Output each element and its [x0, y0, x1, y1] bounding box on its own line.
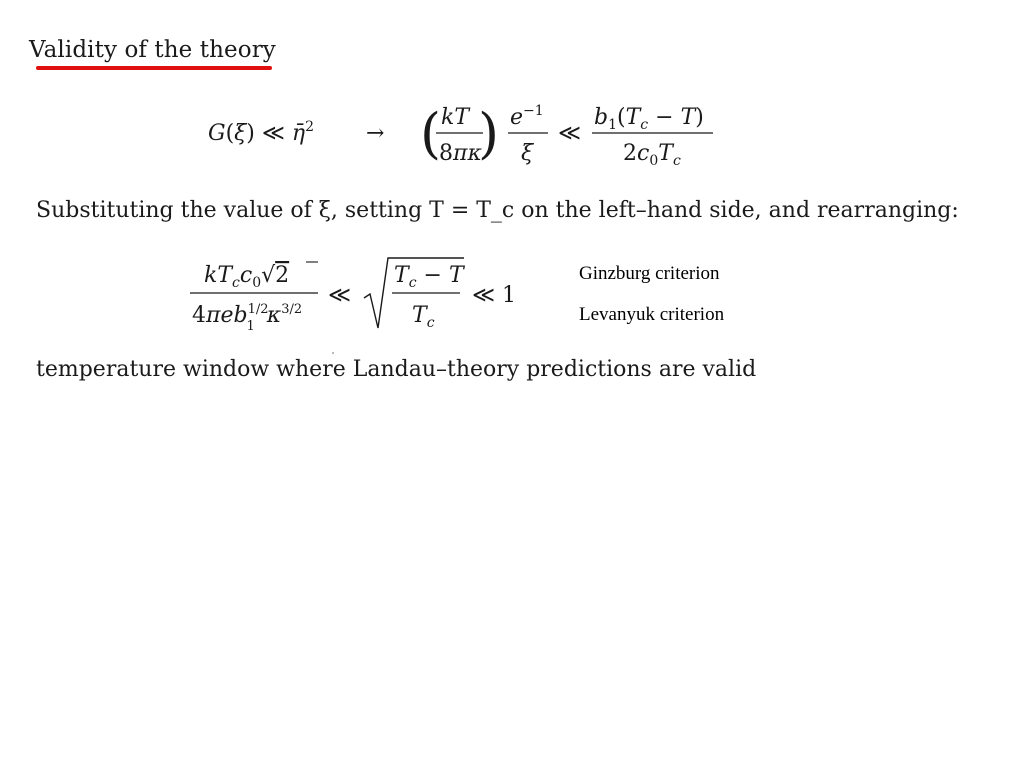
eq2-lhs-num: $kT_cc_0√2$	[204, 263, 290, 291]
stray-dot	[332, 352, 334, 354]
eq1-factor-den: 8πκ	[439, 141, 482, 166]
eq1-right-paren: )	[478, 102, 500, 165]
eq2-lhs-den: 4πeb$^{1/2}$ 1 $\kappa^{3/2}$	[192, 302, 303, 334]
ginzburg-criterion-label: Ginzburg criterion	[579, 263, 720, 284]
eq1-exp-num: $e^{-1}$	[510, 103, 544, 130]
eq1-rhs-den: $2c_0T_c$	[623, 141, 681, 169]
eq1-arrow: →	[366, 121, 385, 146]
slide-title: Validity of the theory	[29, 37, 276, 63]
equation-criteria	[188, 252, 528, 334]
levanyuk-criterion-label: Levanyuk criterion	[579, 304, 725, 325]
eq2-sqrt-den: $T_c$	[412, 303, 435, 331]
eq1-exp-den: ξ	[521, 141, 534, 166]
eq1-factor-num: kT	[441, 105, 470, 130]
title-underline	[36, 66, 272, 70]
eq2-relation-2: ≪ 1	[472, 283, 517, 308]
eq2-relation-1: ≪	[328, 283, 352, 308]
eq1-rhs-num: $b_1(T_c - T)$	[594, 105, 704, 133]
substitution-text	[36, 198, 959, 223]
eq1-lhs: G(ξ) ≪ η̄$^2$	[208, 119, 315, 146]
equation-ginzburg-condition	[208, 96, 728, 176]
temperature-window-text: temperature window where Landau–theory predictions are valid	[36, 357, 757, 382]
eq2-sqrt-num: $T_c - T$	[394, 263, 464, 291]
eq1-relation: ≪	[558, 121, 582, 146]
substitution-sentence: Substituting the value of ξ, setting T = T_c on the left–hand side, and rearranging:	[36, 198, 959, 223]
eq1-left-paren: (	[420, 102, 442, 165]
